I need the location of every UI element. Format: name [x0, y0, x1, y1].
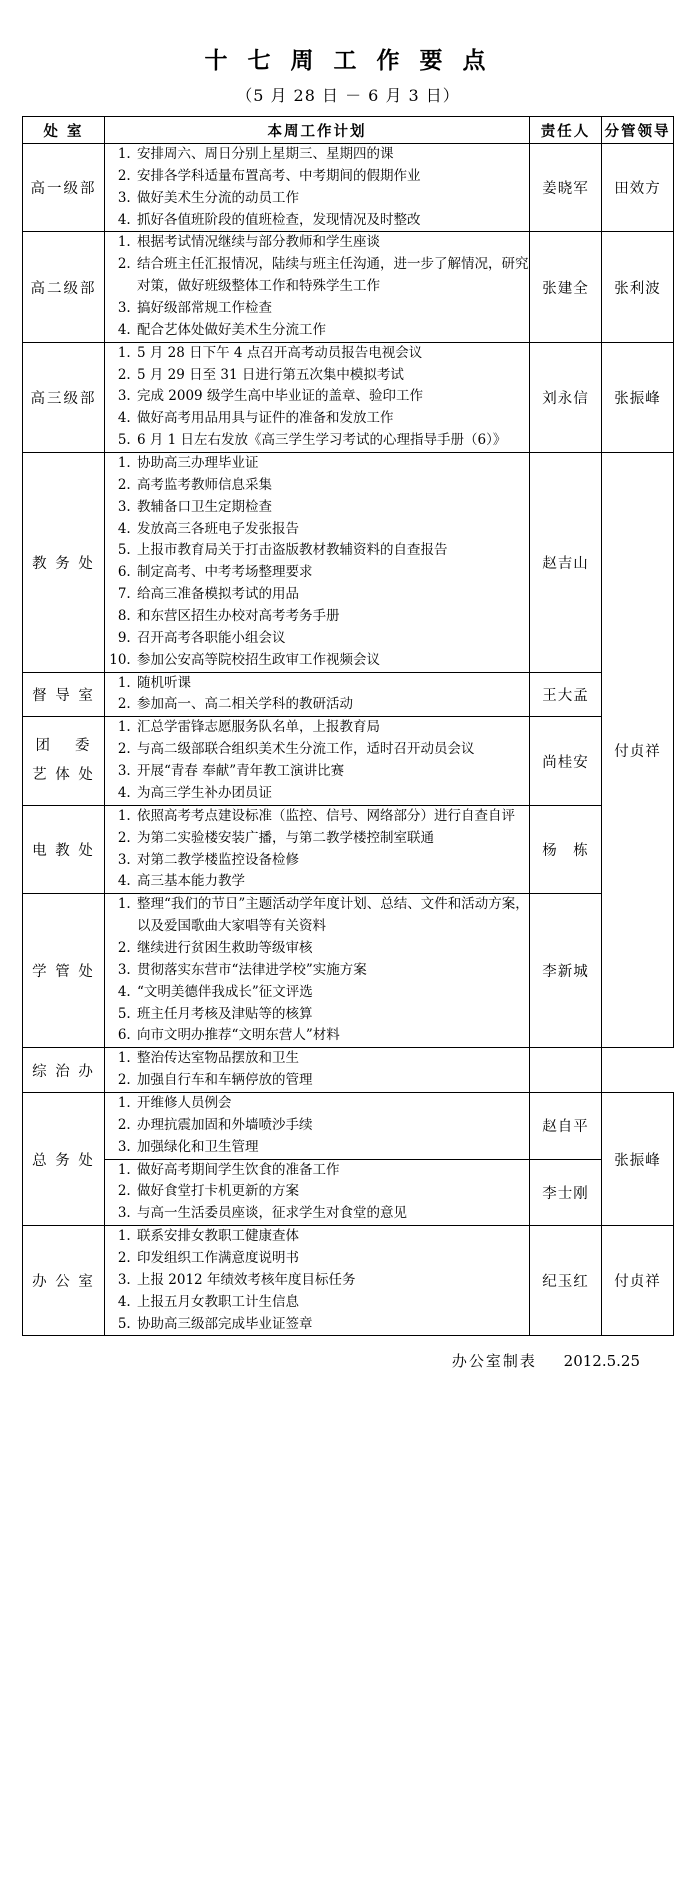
row-dept: 督 导 室	[23, 672, 105, 717]
row-person	[530, 1048, 602, 1093]
task-item: 4. 高三基本能力教学	[135, 871, 529, 893]
table-row	[23, 1226, 674, 1336]
row-person: 姜晓军	[530, 144, 602, 232]
table-row	[23, 672, 674, 717]
task-item: 2. 做好食堂打卡机更新的方案	[135, 1181, 529, 1203]
document-footer	[22, 1350, 674, 1371]
table-row	[23, 342, 674, 452]
task-item: 2. 印发组织工作满意度说明书	[135, 1248, 529, 1270]
task-item: 1. 整理“我们的节日”主题活动学年度计划、总结、文件和活动方案，以及爱国歌曲大家唱等有关资料	[135, 894, 529, 938]
row-leader: 田效方	[602, 144, 674, 232]
row-leader: 付贞祥	[602, 453, 674, 1048]
task-item: 3. 搞好级部常规工作检查	[135, 298, 529, 320]
task-item: 1. 随机听课	[135, 673, 529, 695]
task-item: 1. 安排周六、周日分别上星期三、星期四的课	[135, 144, 529, 166]
row-person: 杨 栋	[530, 805, 602, 893]
task-item: 3. 开展“青春 奉献”青年教工演讲比赛	[135, 761, 529, 783]
task-item: 3. 贯彻落实东营市“法律进学校”实施方案	[135, 960, 529, 982]
task-item: 2. 高考监考教师信息采集	[135, 475, 529, 497]
row-tasks	[105, 894, 530, 1048]
footer-date: 2012.5.25	[563, 1352, 640, 1371]
task-item: 2. 加强自行车和车辆停放的管理	[135, 1070, 529, 1092]
page-title: 十 七 周 工 作 要 点	[204, 47, 492, 74]
task-item: 1. 开维修人员例会	[135, 1093, 529, 1115]
task-item: 4. 为高三学生补办团员证	[135, 783, 529, 805]
task-item: 4. 做好高考用品用具与证件的准备和发放工作	[135, 408, 529, 430]
page-subtitle: （5 月 28 日 － 6 月 3 日）	[236, 86, 460, 105]
row-tasks	[105, 1092, 530, 1159]
header-leader: 分管领导	[602, 117, 674, 144]
task-item: 2. 为第二实验楼安装广播，与第二教学楼控制室联通	[135, 828, 529, 850]
row-dept: 办 公 室	[23, 1226, 105, 1336]
task-item: 2. 5 月 29 日至 31 日进行第五次集中模拟考试	[135, 365, 529, 387]
row-dept: 总 务 处	[23, 1092, 105, 1225]
row-tasks	[105, 672, 530, 717]
row-tasks	[105, 144, 530, 232]
row-dept: 高二级部	[23, 232, 105, 342]
task-item: 4. 配合艺体处做好美术生分流工作	[135, 320, 529, 342]
task-item: 1. 5 月 28 日下午 4 点召开高考动员报告电视会议	[135, 343, 529, 365]
row-person: 刘永信	[530, 342, 602, 452]
task-item: 2. 参加高一、高二相关学科的教研活动	[135, 694, 529, 716]
task-item: 6. 向市文明办推荐“文明东营人”材料	[135, 1025, 529, 1047]
weekly-plan-table	[22, 116, 674, 1336]
table-row	[23, 1092, 674, 1159]
task-item: 5. 协助高三级部完成毕业证签章	[135, 1314, 529, 1336]
row-tasks	[105, 805, 530, 893]
row-tasks	[105, 1226, 530, 1336]
row-leader: 张利波	[602, 232, 674, 342]
task-item: 3. 加强绿化和卫生管理	[135, 1137, 529, 1159]
task-item: 4. 发放高三各班电子发张报告	[135, 519, 529, 541]
row-dept: 电 教 处	[23, 805, 105, 893]
header-plan: 本周工作计划	[105, 117, 530, 144]
row-dept: 教 务 处	[23, 453, 105, 673]
task-item: 9. 召开高考各职能小组会议	[135, 628, 529, 650]
task-item: 3. 做好美术生分流的动员工作	[135, 188, 529, 210]
table-row	[23, 805, 674, 893]
row-dept	[23, 717, 105, 805]
row-person: 李新城	[530, 894, 602, 1048]
row-person: 赵吉山	[530, 453, 602, 673]
task-item: 4. “文明美德伴我成长”征文评选	[135, 982, 529, 1004]
table-row	[23, 717, 674, 805]
task-item: 1. 协助高三办理毕业证	[135, 453, 529, 475]
task-item: 1. 根据考试情况继续与部分教师和学生座谈	[135, 232, 529, 254]
row-tasks	[105, 232, 530, 342]
header-person: 责任人	[530, 117, 602, 144]
table-row	[23, 894, 674, 1048]
task-item: 1. 依照高考考点建设标准（监控、信号、网络部分）进行自查自评	[135, 806, 529, 828]
task-item: 3. 对第二教学楼监控设备检修	[135, 850, 529, 872]
row-dept: 高一级部	[23, 144, 105, 232]
task-item: 3. 与高一生活委员座谈，征求学生对食堂的意见	[135, 1203, 529, 1225]
row-dept: 高三级部	[23, 342, 105, 452]
footer-stamp: 办公室制表	[451, 1352, 537, 1371]
row-tasks	[105, 342, 530, 452]
task-item: 4. 上报五月女教职工计生信息	[135, 1292, 529, 1314]
task-item: 5. 上报市教育局关于打击盗版教材教辅资料的自查报告	[135, 540, 529, 562]
task-item: 3. 教辅备口卫生定期检查	[135, 497, 529, 519]
task-item: 2. 继续进行贫困生救助等级审核	[135, 938, 529, 960]
task-item: 1. 做好高考期间学生饮食的准备工作	[135, 1160, 529, 1182]
task-item: 5. 6 月 1 日左右发放《高三学生学习考试的心理指导手册（6）》	[135, 430, 529, 452]
row-tasks	[105, 717, 530, 805]
table-row	[23, 453, 674, 673]
task-item: 3. 完成 2009 级学生高中毕业证的盖章、验印工作	[135, 386, 529, 408]
row-tasks	[105, 453, 530, 673]
task-item: 1. 汇总学雷锋志愿服务队名单，上报教育局	[135, 717, 529, 739]
table-row	[23, 1048, 674, 1093]
row-person: 王大孟	[530, 672, 602, 717]
row-leader: 张振峰	[602, 1092, 674, 1225]
task-item: 2. 办理抗震加固和外墙喷沙手续	[135, 1115, 529, 1137]
table-row	[23, 144, 674, 232]
row-tasks	[105, 1048, 530, 1093]
task-item: 1. 整治传达室物品摆放和卫生	[135, 1048, 529, 1070]
task-item: 4. 抓好各值班阶段的值班检查，发现情况及时整改	[135, 210, 529, 232]
task-item: 2. 与高二级部联合组织美术生分流工作，适时召开动员会议	[135, 739, 529, 761]
row-tasks	[105, 1159, 530, 1226]
task-item: 8. 和东营区招生办校对高考考务手册	[135, 606, 529, 628]
header-dept: 处 室	[23, 117, 105, 144]
task-item: 6. 制定高考、中考考场整理要求	[135, 562, 529, 584]
task-item: 3. 上报 2012 年绩效考核年度目标任务	[135, 1270, 529, 1292]
row-person: 尚桂安	[530, 717, 602, 805]
row-leader: 张振峰	[602, 342, 674, 452]
row-dept-line: 团 委	[35, 738, 92, 755]
row-person: 赵自平	[530, 1092, 602, 1159]
task-item: 7. 给高三准备模拟考试的用品	[135, 584, 529, 606]
task-item: 2. 结合班主任汇报情况，陆续与班主任沟通，进一步了解情况，研究对策，做好班级整体工作和特殊学生工作	[135, 254, 529, 298]
row-dept-line: 艺 体 处	[32, 767, 95, 784]
row-dept: 学 管 处	[23, 894, 105, 1048]
row-dept: 综 治 办	[23, 1048, 105, 1093]
row-person: 李士刚	[530, 1159, 602, 1226]
row-person: 张建全	[530, 232, 602, 342]
task-item: 2. 安排各学科适量布置高考、中考期间的假期作业	[135, 166, 529, 188]
task-item: 5. 班主任月考核及津贴等的核算	[135, 1004, 529, 1026]
table-row	[23, 232, 674, 342]
task-item: 10. 参加公安高等院校招生政审工作视频会议	[135, 650, 529, 672]
table-row	[23, 1159, 674, 1226]
task-item: 1. 联系安排女教职工健康查体	[135, 1226, 529, 1248]
row-person: 纪玉红	[530, 1226, 602, 1336]
row-leader: 付贞祥	[602, 1226, 674, 1336]
table-header-row	[23, 117, 674, 144]
